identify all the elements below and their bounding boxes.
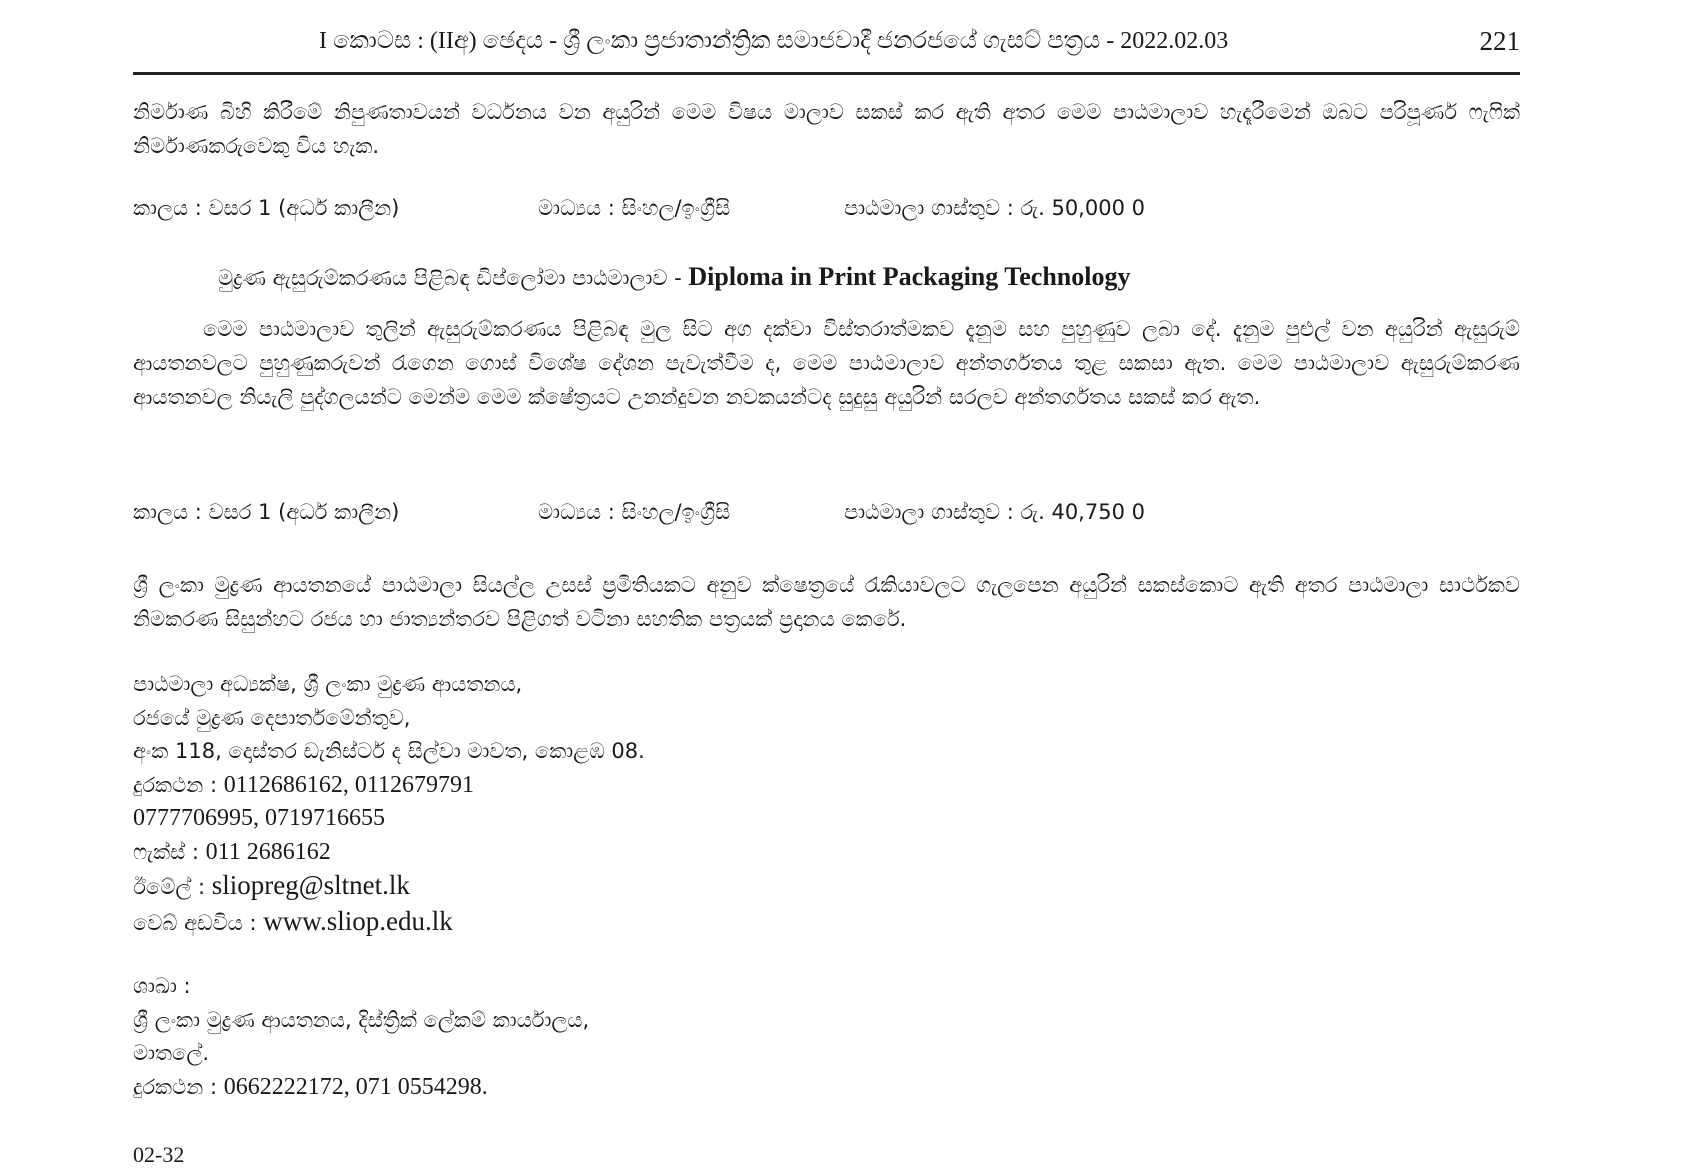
email-label: ඊමේල් : <box>133 875 212 899</box>
website-link[interactable]: www.sliop.edu.lk <box>263 905 453 936</box>
header-title: I කොටස : (IIඅ) ඡෙදය - ශ්‍රී ලංකා ප්‍රජාතාන්ත්‍රික සමාජවාදී ජනරජයේ ගැසට් පත්‍රය - 2022.02.03 <box>319 28 1229 54</box>
notice-code: 02-32 <box>133 1142 185 1167</box>
course2-heading-english: Diploma in Print Packaging Technology <box>688 262 1131 291</box>
course2-heading <box>218 262 1130 292</box>
branch-label: ශාඛා : <box>133 974 191 998</box>
course2-description: මෙම පාඨමාලාව තුලින් ඇසුරුම්කරණය පිළිබඳ මුල සිට අග දක්වා විස්තරාත්මකව දැනුම සහ පුහුණුව ලබා දේ. දැනුම පුළුල් වන අයුරින් ඇසුරුම් ආයතනවලට පුහුණුකරුවන් රැගෙන ගොස් විශේෂ දේශන පැවැත්වීම ද, මෙම පාඨමාලාව අන්තර්ගතය තුළ සකසා ඇත. මෙම පාඨමාලාව ඇසුරුම්කරණ ආයතනවල නියැලි පුද්ගලයන්ට මෙන්ම මෙම ක්ෂේත්‍රයට උනන්දුවන නවකයන්ටද සුදුසු අයුරින් සරලව අන්තර්ගතය සකස් කර ඇත. <box>133 317 1520 409</box>
course2-heading-sinhala: මුද්‍රණ ඇසුරුම්කරණය පිළිබඳ ඩිප්ලෝමා පාඨමාලාව - <box>218 266 689 290</box>
phone-line <box>133 769 645 803</box>
branch-phone-label: දුරකථන : <box>133 1074 224 1099</box>
email-line <box>133 869 645 905</box>
fax-label: ෆැක්ස් : <box>133 839 206 864</box>
course1-duration: කාලය : වසර 1 (අර්ධ කාලීන) <box>133 196 400 220</box>
address-line-2: රජයේ මුද්‍රණ දෙපාර්තමේන්තුව, <box>133 705 411 730</box>
branch-phone-line <box>133 1071 589 1105</box>
course2-medium: මාධ්‍යය : සිංහල/ඉංග්‍රීසි <box>538 500 731 524</box>
email-address[interactable]: sliopreg@sltnet.lk <box>211 870 410 900</box>
web-line <box>133 905 645 941</box>
fax-number: 011 2686162 <box>205 838 331 865</box>
course1-medium: මාධ්‍යය : සිංහල/ඉංග්‍රීසි <box>538 196 731 220</box>
contact-address <box>133 668 645 940</box>
phone-numbers: 0112686162, 0112679791 <box>223 771 474 798</box>
intro-paragraph: නිර්මාණ බිහි කිරීමේ නිපුණතාවයන් වර්ධනය වන අයුරින් මෙම විෂය මාලාව සකස් කර ඇති අතර මෙම පාඨමාලාව හැදෑරීමෙන් ඔබට පරිපූර්ණ ෆැෆික් නිර්මාණකරුවෙකු විය හැක. <box>133 100 1520 158</box>
page-number: 221 <box>1479 26 1520 56</box>
certificate-paragraph: ශ්‍රී ලංකා මුද්‍රණ ආයතනයේ පාඨමාලා සියල්ල උසස් ප්‍රමිතියකට අනුව ක්ෂෙත්‍රයේ රැකියාවලට ගැලපෙන අයුරින් සකස්කොට ඇති අතර පාඨමාලා සාර්ථකව නිමකරණ සිසුන්හට රජය හා ජාත්‍යන්තරව පිළිගත් වටිනා සහතික පත්‍රයක් ප්‍රදානය කෙරේ. <box>133 573 1521 631</box>
page-header <box>133 24 1520 64</box>
branch-line-2: මාතලේ. <box>133 1041 210 1065</box>
course2-fee: පාඨමාලා ගාස්තුව : රු. 40,750 0 <box>844 500 1145 524</box>
web-label: වෙබ් අඩවිය : <box>133 910 264 935</box>
course2-duration: කාලය : වසර 1 (අර්ධ කාලීන) <box>133 500 400 524</box>
branch-line-1: ශ්‍රී ලංකා මුද්‍රණ ආයතනය, දිස්ත්‍රික් ලේකම් කාර්යාලය, <box>133 1007 590 1032</box>
header-divider <box>133 72 1520 75</box>
address-line-1: පාඨමාලා අධ්‍යක්ෂ, ශ්‍රී ලංකා මුද්‍රණ ආයතනය, <box>133 672 523 696</box>
branch-phone-numbers: 0662222172, 071 0554298. <box>223 1073 488 1100</box>
mobile-numbers: 0777706995, 0719716655 <box>133 805 385 831</box>
address-line-3: අංක 118, දොස්තර ඩැනිස්ටර් ද සිල්වා මාවත, කොළඹ 08. <box>133 739 645 763</box>
fax-line <box>133 836 645 870</box>
course1-fee: පාඨමාලා ගාස්තුව : රු. 50,000 0 <box>844 196 1145 220</box>
branch-address <box>133 970 589 1104</box>
phone-label: දුරකථන : <box>133 772 224 797</box>
